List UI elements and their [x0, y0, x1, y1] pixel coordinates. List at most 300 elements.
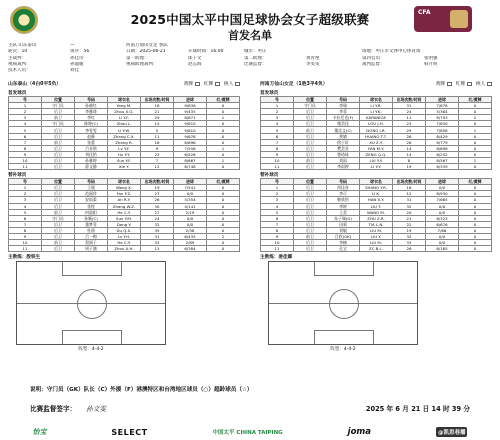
table-cell: 11	[261, 164, 294, 170]
table-cell: 24	[141, 215, 174, 221]
info-cell: 视频裁判：	[8, 61, 31, 67]
table-cell: 4/141	[174, 203, 207, 209]
table-cell: 张悦	[75, 203, 108, 209]
table-cell: 0	[459, 240, 492, 246]
table-cell: 0	[207, 109, 240, 115]
table-cell: 刘敏	[327, 227, 360, 233]
table-cell: 1	[207, 115, 240, 121]
table-cell: 后卫	[42, 221, 75, 227]
table-cell: 8/930	[426, 191, 459, 197]
table-cell: Dong Y.	[108, 221, 141, 227]
table-cell: 24	[393, 109, 426, 115]
table-cell: 0	[207, 240, 240, 246]
table-cell: 0	[207, 203, 240, 209]
table-cell: 0	[207, 121, 240, 127]
table-cell: 31	[393, 197, 426, 203]
col-header: 球衣名	[108, 179, 141, 185]
table-cell: 安雨柔	[75, 197, 108, 203]
table-cell: 李菲	[327, 109, 360, 115]
col-header: 进球	[174, 97, 207, 103]
table-cell: 后卫	[294, 197, 327, 203]
table-cell: 6/384	[174, 246, 207, 252]
table-cell: 5	[9, 127, 42, 133]
legend-sub: 换人	[223, 82, 234, 87]
table-cell: 李雯雯	[75, 127, 108, 133]
table-cell: 1	[9, 185, 42, 191]
legend-explanation: 说明：守门员（GK）队长（C）外援（F）港澳特区和台湾地区球员（○）超龄球员（☆）	[30, 387, 253, 393]
table-cell: 8	[9, 227, 42, 233]
table-cell: ZHU Z.R.	[360, 215, 393, 221]
table-cell: 后卫	[294, 246, 327, 252]
table-cell: 李楠	[327, 240, 360, 246]
table-cell: 9	[261, 233, 294, 239]
table-row	[261, 246, 492, 252]
info-cell: 郎子文	[188, 55, 202, 61]
table-cell: 11	[141, 133, 174, 139]
table-cell: 20	[393, 209, 426, 215]
table-cell: 1	[261, 185, 294, 191]
table-cell: 前卫	[42, 115, 75, 121]
table-cell: 6/252	[426, 151, 459, 157]
table-cell: 5	[9, 209, 42, 215]
table-cell: 0	[459, 197, 492, 203]
table-cell: 16	[393, 185, 426, 191]
info-cell: 场序：56	[70, 49, 90, 55]
col-header: 号码	[327, 179, 360, 185]
table-cell: 后卫	[294, 221, 327, 227]
info-cell: 第一助理：	[126, 55, 149, 61]
table-cell: 楼美佳	[327, 121, 360, 127]
table-cell: 6/526	[174, 151, 207, 157]
info-cell: 黄青艳	[306, 55, 320, 61]
table-cell: 后卫	[294, 139, 327, 145]
table-cell: 3	[9, 197, 42, 203]
away-coach	[260, 254, 492, 261]
table-cell: 后卫	[294, 215, 327, 221]
table-cell: 11	[261, 246, 294, 252]
table-cell: 8/671	[174, 115, 207, 121]
table-cell: He C.Y.	[108, 240, 141, 246]
table-cell: 0/0	[426, 185, 459, 191]
table-cell: 6/339	[426, 164, 459, 170]
table-cell: 19	[393, 164, 426, 170]
table-cell: 吕一梅	[75, 233, 108, 239]
home-coach-name: 殷铁生	[26, 255, 41, 261]
table-cell: 田莉	[327, 221, 360, 227]
table-cell: 周子涵	[75, 246, 108, 252]
table-cell: 后卫	[294, 121, 327, 127]
away-team-header	[260, 80, 492, 88]
col-header: 号	[9, 97, 42, 103]
table-cell: Zhou X.H.	[108, 246, 141, 252]
table-cell: 0	[207, 164, 240, 170]
table-cell: 前卫	[294, 233, 327, 239]
table-cell: 1	[207, 145, 240, 151]
table-cell: 32	[393, 203, 426, 209]
table-cell: 13	[141, 246, 174, 252]
table-cell: 6	[9, 133, 42, 139]
sponsor-china-taiping: 中国太平 CHINA TAIPING	[212, 430, 283, 436]
home-team-header	[8, 80, 240, 88]
info-cell: 主裁判：	[8, 55, 26, 61]
table-cell: 26	[393, 246, 426, 252]
table-cell: 19	[393, 227, 426, 233]
table-cell: 0	[459, 227, 492, 233]
table-cell: 后卫	[294, 185, 327, 191]
supervisor-signature	[30, 403, 106, 413]
home-team-block	[8, 80, 240, 352]
table-cell: 12	[141, 164, 174, 170]
home-subs-table	[8, 178, 240, 252]
table-cell: Du Q.X.	[108, 227, 141, 233]
table-cell: 刘雨	[327, 157, 360, 163]
info-cell: 李雯雯	[306, 61, 320, 67]
table-cell: 0	[207, 185, 240, 191]
table-cell: Lv Y.F.	[108, 145, 141, 151]
info-cell: —	[70, 43, 75, 48]
home-coach-label: 主教练：	[8, 255, 27, 261]
info-row	[8, 68, 492, 74]
info-cell: 开球时间：16:00	[188, 49, 224, 55]
table-cell: 7	[261, 221, 294, 227]
table-cell: 0/0	[174, 215, 207, 221]
legend-yellow: 黄牌	[183, 82, 194, 87]
table-cell: Zhou X.Q.	[108, 109, 141, 115]
table-cell: 6/165	[426, 246, 459, 252]
table-cell: WANG M.	[360, 209, 393, 215]
page-subtitle: 首发名单	[228, 29, 272, 42]
table-cell: 21	[141, 109, 174, 115]
info-cell: 第二助理：	[244, 55, 267, 61]
table-cell: 7/678	[426, 103, 459, 109]
table-cell: 李可	[327, 191, 360, 197]
table-cell: 李瑞	[327, 103, 360, 109]
table-cell: LI Y.R.	[360, 103, 393, 109]
table-cell: LIU Y.	[360, 233, 393, 239]
table-cell: 徐子轩	[327, 139, 360, 145]
table-cell: XU Z.Y.	[360, 139, 393, 145]
col-header: 位置	[294, 97, 327, 103]
col-header: 进球	[174, 179, 207, 185]
table-cell: 11	[9, 246, 42, 252]
table-cell: 2	[9, 109, 42, 115]
table-cell: An R.Y.	[108, 197, 141, 203]
info-cell	[424, 68, 480, 74]
away-team-name: 河南万仙山女足（1胜3平4负）	[260, 82, 328, 87]
col-header: 球衣名	[360, 179, 393, 185]
table-cell: 后卫	[294, 240, 327, 246]
home-subs-label: 替补球员	[8, 173, 27, 179]
table-cell: 孙雅婷	[75, 157, 108, 163]
table-cell: 9/435	[174, 109, 207, 115]
info-cell: 赵志海	[188, 61, 202, 67]
table-cell: 35	[141, 227, 174, 233]
table-cell: 23	[393, 121, 426, 127]
table-cell: 10	[9, 240, 42, 246]
info-cell: 视频助理裁判：	[126, 61, 158, 67]
col-header: 球衣名	[360, 97, 393, 103]
table-cell: 3	[261, 115, 294, 121]
table-cell: Yang M.	[108, 103, 141, 109]
col-header: 号	[9, 179, 42, 185]
info-cell: 主队 山东泰山	[8, 43, 37, 48]
table-cell: 2/89	[174, 240, 207, 246]
away-starters-table	[260, 96, 492, 170]
table-cell: Sun Y.M.	[108, 215, 141, 221]
sponsor-select: SELECT	[111, 427, 148, 437]
table-cell: 5	[261, 209, 294, 215]
watermark-tag: @凯思巷播	[436, 427, 468, 437]
away-pitch-diagram	[268, 261, 418, 345]
table-cell: 2/38	[174, 227, 207, 233]
table-cell: 29	[393, 127, 426, 133]
table-cell: 26	[141, 197, 174, 203]
table-cell: 9/676	[174, 133, 207, 139]
table-cell: LIU M.	[360, 227, 393, 233]
table-cell: 0	[459, 209, 492, 215]
info-cell: 刘佳	[70, 68, 79, 74]
table-cell: 0	[207, 151, 240, 157]
table-cell: 1	[261, 103, 294, 109]
legend-sub: 换人	[475, 82, 486, 87]
table-cell: 31	[393, 103, 426, 109]
table-cell: 8/567	[426, 157, 459, 163]
table-cell: 30	[141, 203, 174, 209]
col-header: 号码	[327, 97, 360, 103]
table-cell: 7/658	[426, 127, 459, 133]
col-header: 红/黄牌	[207, 179, 240, 185]
col-header: 红/黄牌	[459, 179, 492, 185]
table-cell: 0	[459, 246, 492, 252]
table-cell: 5	[261, 127, 294, 133]
table-cell: 1	[207, 157, 240, 163]
table-cell: 4	[261, 203, 294, 209]
table-cell: LIU Y.Y.	[360, 157, 393, 163]
table-cell: LI K.	[360, 191, 393, 197]
table-cell: 7/556	[174, 145, 207, 151]
table-cell: 0	[459, 203, 492, 209]
table-cell: 8/779	[426, 139, 459, 145]
table-cell: 0	[459, 103, 492, 109]
home-pitch-diagram	[16, 261, 166, 345]
table-cell: 27	[141, 191, 174, 197]
col-header: 红/黄牌	[459, 97, 492, 103]
table-cell: 27	[141, 209, 174, 215]
table-cell: 9/810	[174, 121, 207, 127]
table-cell: 0	[207, 209, 240, 215]
info-cell: 技术人员：	[8, 68, 31, 74]
table-row	[9, 164, 240, 170]
table-cell: 7	[9, 139, 42, 145]
table-cell: 尚佳音	[327, 185, 360, 191]
table-cell: 0	[207, 227, 240, 233]
table-cell: LOU J.H.	[360, 121, 393, 127]
table-cell: 22	[393, 221, 426, 227]
home-starters-label: 首发球员	[8, 91, 27, 96]
table-cell: 7/665	[426, 197, 459, 203]
table-cell: 2	[261, 191, 294, 197]
home-formation: 阵型：4-4-2	[78, 347, 104, 353]
table-cell: 26	[393, 133, 426, 139]
away-subs-table	[260, 178, 492, 252]
table-cell: 8/793	[426, 115, 459, 121]
table-cell: 2	[261, 109, 294, 115]
table-cell: 10	[261, 157, 294, 163]
col-header: 进球	[426, 179, 459, 185]
table-cell: SHANG Y.R.	[360, 185, 393, 191]
table-cell: 0	[459, 191, 492, 197]
away-coach-name: 姜佳霖	[278, 255, 293, 261]
table-cell: 后卫	[42, 227, 75, 233]
table-cell: 5	[141, 127, 174, 133]
info-cell: 张明强	[424, 55, 438, 61]
table-cell: 2/19	[174, 209, 207, 215]
info-cell: 比赛监督：	[244, 61, 267, 67]
table-cell: DONG J.R.	[360, 127, 393, 133]
table-cell: 12	[393, 191, 426, 197]
table-cell: 0	[459, 121, 492, 127]
sign-time: 2025 年 6 月 21 日 14 时 39 分	[365, 405, 470, 413]
table-cell: 2	[459, 115, 492, 121]
info-cell	[126, 68, 188, 74]
cfa-logo-text: CFA	[418, 9, 431, 16]
info-cell: 场地：枣庄市文体中心体育场	[362, 49, 421, 55]
table-cell: Zhang R.	[108, 139, 141, 145]
table-cell: 曾琦琦	[327, 151, 360, 157]
table-cell: LIU T.	[360, 203, 393, 209]
table-cell: 守门员	[42, 121, 75, 127]
table-cell: 后卫	[42, 145, 75, 151]
table-cell: 韩欣怡	[327, 197, 360, 203]
col-header: 出场次数/时间	[141, 179, 174, 185]
table-cell: 0	[459, 109, 492, 115]
table-cell: 后卫	[294, 109, 327, 115]
col-header: 号码	[75, 179, 108, 185]
table-cell: Zhou L.	[108, 121, 141, 127]
table-cell: 0	[459, 151, 492, 157]
table-cell: HAN X.Y.	[360, 197, 393, 203]
legend-red: 红牌	[455, 82, 466, 87]
table-cell: 8/696	[174, 139, 207, 145]
table-cell: Li Y.F.	[108, 115, 141, 121]
info-cell	[362, 68, 424, 74]
table-cell: 吕欣(GK)	[327, 233, 360, 239]
table-cell: 0	[459, 185, 492, 191]
table-cell: 0	[459, 133, 492, 139]
table-cell: 后卫	[294, 145, 327, 151]
table-cell: 7/541	[174, 185, 207, 191]
table-cell: 黄婧	[327, 133, 360, 139]
table-cell: 4	[9, 203, 42, 209]
table-cell: 18	[141, 103, 174, 109]
table-cell: 前卫	[294, 127, 327, 133]
info-cell: 河南万仙山女足 客队	[126, 43, 168, 48]
table-cell: 0	[207, 197, 240, 203]
table-cell: 后卫	[42, 133, 75, 139]
table-cell: 19	[141, 185, 174, 191]
info-cell: 孙佳诗	[70, 55, 84, 61]
away-starters-label: 首发球员	[260, 91, 279, 96]
col-header: 出场次数/时间	[393, 179, 426, 185]
table-cell: 6	[261, 215, 294, 221]
table-cell: 0/0	[174, 191, 207, 197]
table-cell: 后卫	[42, 127, 75, 133]
table-cell: 董佳文(C)	[327, 127, 360, 133]
table-cell: Lv Y.H.	[108, 233, 141, 239]
table-cell: 1	[459, 127, 492, 133]
table-cell: 后卫	[42, 157, 75, 163]
info-cell: 孙淑媛	[70, 61, 84, 67]
col-header: 位置	[42, 97, 75, 103]
home-starters-table	[8, 96, 240, 170]
sponsor-bar	[0, 424, 500, 440]
table-cell: 后卫	[42, 185, 75, 191]
table-cell: 6/435	[174, 233, 207, 239]
col-header: 红/黄牌	[207, 97, 240, 103]
table-cell: 6/676	[426, 221, 459, 227]
table-cell: 14	[141, 121, 174, 127]
info-cell	[306, 68, 362, 74]
table-cell: 董梦菲	[75, 221, 108, 227]
table-cell: 4	[9, 121, 42, 127]
table-cell: 32	[141, 221, 174, 227]
info-cell: 第四官员：	[362, 55, 385, 61]
table-cell: 后卫	[294, 191, 327, 197]
table-cell: 1	[459, 157, 492, 163]
table-cell: 7	[261, 139, 294, 145]
table-cell: 孙颖(C)	[75, 215, 108, 221]
table-cell: LI Y.K.	[360, 109, 393, 115]
table-cell: 23	[141, 151, 174, 157]
col-header: 号	[261, 179, 294, 185]
table-cell: 11	[393, 115, 426, 121]
table-cell: 0/0	[426, 233, 459, 239]
table-cell: 14	[393, 151, 426, 157]
table-cell: 7	[141, 157, 174, 163]
table-cell: 贺丽子	[75, 240, 108, 246]
table-cell: 守门员	[294, 103, 327, 109]
table-cell: Hu Y.Y.	[108, 151, 141, 157]
sponsor-yibao: 怡宝	[32, 428, 47, 436]
table-cell: 后卫	[42, 233, 75, 239]
table-cell: 10	[9, 157, 42, 163]
legend-red: 红牌	[203, 82, 214, 87]
table-cell: 0	[459, 221, 492, 227]
table-cell: 14	[393, 145, 426, 151]
table-cell: 9	[141, 145, 174, 151]
table-cell: 0	[207, 246, 240, 252]
table-cell: 0/0	[426, 203, 459, 209]
info-cell: 裁判监督：	[362, 61, 385, 67]
table-cell: 7/68	[426, 227, 459, 233]
table-cell: 9	[9, 233, 42, 239]
table-cell: 8/667	[174, 157, 207, 163]
table-cell: 卡拉尼克(F)	[327, 115, 360, 121]
table-cell: 何晨阳	[75, 209, 108, 215]
table-cell: 0	[459, 215, 492, 221]
table-cell: 0	[207, 127, 240, 133]
table-cell: TIA L.N.	[360, 221, 393, 227]
table-cell: 后卫	[42, 164, 75, 170]
table-cell: 后卫	[294, 164, 327, 170]
table-cell: 后卫	[42, 203, 75, 209]
table-cell: 后卫	[294, 133, 327, 139]
table-cell: 2	[207, 233, 240, 239]
table-cell: 3	[9, 115, 42, 121]
col-header: 出场次数/时间	[141, 97, 174, 103]
away-subs-label: 替补球员	[260, 173, 279, 179]
table-cell: 0/0	[174, 221, 207, 227]
